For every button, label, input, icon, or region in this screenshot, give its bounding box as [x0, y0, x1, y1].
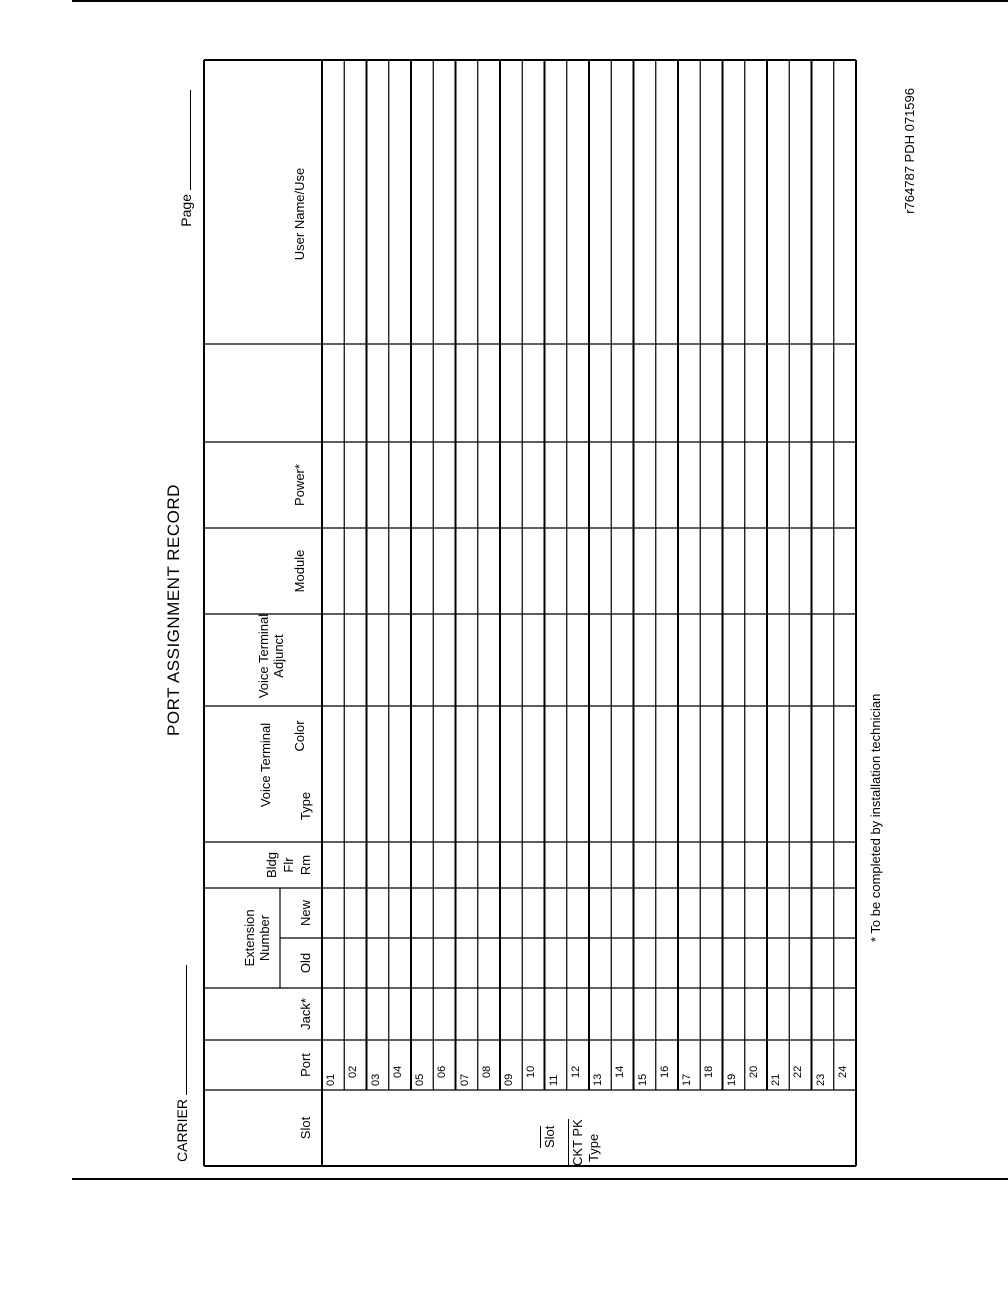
- bottom-rule: [72, 1178, 1008, 1180]
- port-number: 19: [725, 1073, 738, 1086]
- port-number: 07: [458, 1073, 471, 1086]
- slot-block-type: Type: [586, 1133, 601, 1162]
- port-number: 24: [836, 1065, 849, 1078]
- header-color: Color: [292, 720, 307, 752]
- port-number: 09: [503, 1073, 515, 1086]
- slot-block-ckt-pk: CKT PK: [570, 1119, 585, 1166]
- form-title: PORT ASSIGNMENT RECORD: [164, 484, 183, 736]
- port-number: 05: [414, 1073, 426, 1086]
- top-rule: [72, 0, 1008, 2]
- header-flr: Flr: [281, 857, 296, 873]
- header-voice-terminal-adjunct: Voice Terminal Adjunct: [256, 613, 286, 699]
- header-jack: Jack*: [298, 998, 313, 1030]
- port-assignment-form: [160, 50, 920, 1170]
- port-number: 02: [347, 1065, 360, 1078]
- port-number: 22: [792, 1065, 805, 1078]
- port-number: 18: [703, 1065, 716, 1078]
- header-port: Port: [298, 1053, 313, 1077]
- header-new: New: [298, 900, 313, 927]
- footnote: * To be completed by installation technician: [868, 693, 883, 942]
- port-number: 20: [747, 1065, 760, 1078]
- port-number: 21: [770, 1073, 782, 1086]
- header-rm: Rm: [298, 854, 313, 876]
- port-number: 17: [681, 1073, 693, 1086]
- port-number: 11: [547, 1074, 560, 1086]
- port-number: 08: [480, 1065, 493, 1078]
- port-number: 03: [369, 1073, 382, 1086]
- header-old: Old: [298, 952, 313, 974]
- header-type: Type: [298, 791, 313, 821]
- header-voice-terminal: Voice Terminal: [258, 722, 273, 808]
- port-number: 16: [658, 1065, 671, 1078]
- header-power: Power*: [292, 464, 307, 506]
- document-id: r764787 PDH 071596: [902, 88, 917, 214]
- slot-block-slot: Slot: [542, 1125, 557, 1148]
- port-number: 10: [525, 1065, 538, 1078]
- port-number: 13: [592, 1073, 604, 1086]
- port-number: 01: [325, 1073, 337, 1086]
- port-number: 23: [814, 1073, 827, 1086]
- carrier-label: CARRIER: [174, 1098, 190, 1162]
- header-extension-number: Extension Number: [242, 909, 272, 967]
- header-slot: Slot: [298, 1116, 313, 1140]
- port-number: 06: [436, 1065, 449, 1078]
- header-module: Module: [292, 549, 307, 593]
- port-number: 15: [636, 1073, 649, 1086]
- port-number: 04: [391, 1065, 404, 1078]
- port-number: 12: [569, 1065, 582, 1078]
- port-number: 14: [614, 1065, 627, 1078]
- header-bldg: Bldg: [264, 851, 279, 879]
- header-user-name-use: User Name/Use: [292, 167, 307, 261]
- page-label: Page: [178, 194, 194, 227]
